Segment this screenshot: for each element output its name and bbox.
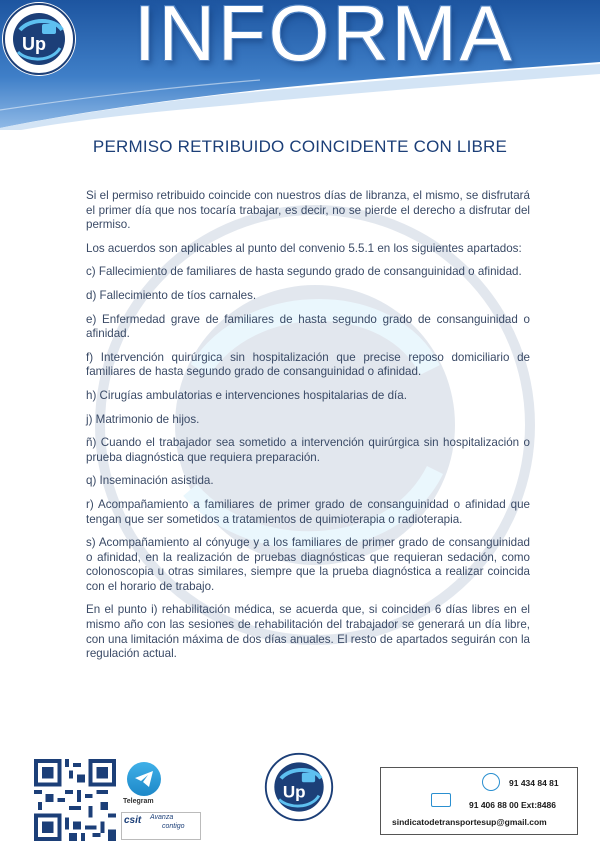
list-item: c) Fallecimiento de familiares de hasta segundo grado de consanguinidad o afinidad. (86, 265, 522, 279)
banner-title: INFORMA (134, 0, 515, 77)
list-item: r) Acompañamiento a familiares de primer grado de consanguinidad o afinidad que tengan que ser sometidos a tratamientos de quimioterapia o radioterapia. (86, 497, 530, 526)
logo-text: Up (22, 34, 46, 54)
phone-number-2[interactable]: 91 406 88 00 Ext:8486 (469, 800, 556, 810)
list-item: j) Matrimonio de hijos. (86, 412, 200, 426)
mail-icon (431, 793, 451, 807)
avanza-contigo-slogan (150, 813, 185, 831)
paragraph: En el punto i) rehabilitación médica, se acuerda que, si coinciden 6 días libres en el mismo año con las sesiones de rehabilitación del trabajador se generará un día libre, con una limitación máxima de dos días anuales. El resto de apartados seguirán con la regulación actual. (86, 603, 530, 661)
list-item: ñ) Cuando el trabajador sea sometido a intervención quirúrgica sin hospitalización o prueba diagnóstica que requiera preparación. (86, 436, 530, 464)
header-banner (0, 0, 600, 130)
paragraph: Los acuerdos son aplicables al punto del convenio 5.5.1 en los siguientes apartados: (86, 241, 522, 255)
avanza-line-2: contigo (162, 823, 185, 830)
document-title: PERMISO RETRIBUIDO COINCIDENTE CON LIBRE (92, 137, 508, 156)
list-item: d) Fallecimiento de tíos carnales. (86, 288, 257, 302)
phone-icon (482, 773, 500, 791)
avanza-line-1: Avanza (150, 814, 174, 821)
list-item: h) Cirugías ambulatorias e intervenciones hospitalarias de día. (86, 388, 407, 402)
csit-label: csit (124, 815, 142, 826)
paragraph: Si el permiso retribuido coincide con nuestros días de libranza, el mismo, se disfrutará el primer día que nos tocaría trabajar, es decir, no se pierde el derecho a disfrutar del permiso. (86, 189, 530, 232)
list-item: f) Intervención quirúrgica sin hospitalización que precise reposo domiciliario de familiares de hasta segundo grado de consanguinidad o afinidad. (86, 350, 530, 379)
telegram-icon[interactable] (127, 762, 161, 796)
list-item: e) Enfermedad grave de familiares de hasta segundo grado de consanguinidad o afinidad. (86, 312, 530, 341)
list-item: s) Acompañamiento al cónyuge y a los familiares de primer grado de consanguinidad o afinidad, en la realización de pruebas diagnósticas que requieran sedación, como colonoscopia u otras similares, siempre que la prueba diagnóstica a realizar coincida con el horario de trabajo. (86, 536, 530, 593)
footer-logo-text: Up (282, 782, 306, 802)
email-link[interactable]: sindicatodetransportesup@gmail.com (392, 817, 547, 827)
list-item: q) Inseminación asistida. (86, 474, 214, 488)
paper-plane-icon (134, 770, 154, 788)
footer (0, 750, 600, 848)
qr-code-icon[interactable] (34, 759, 116, 841)
document-body (86, 189, 530, 671)
phone-number-1[interactable]: 91 434 84 81 (509, 778, 559, 788)
union-logo (0, 0, 78, 78)
footer-union-logo (262, 750, 336, 824)
contact-box (380, 767, 578, 835)
telegram-label: Telegram (123, 798, 154, 805)
